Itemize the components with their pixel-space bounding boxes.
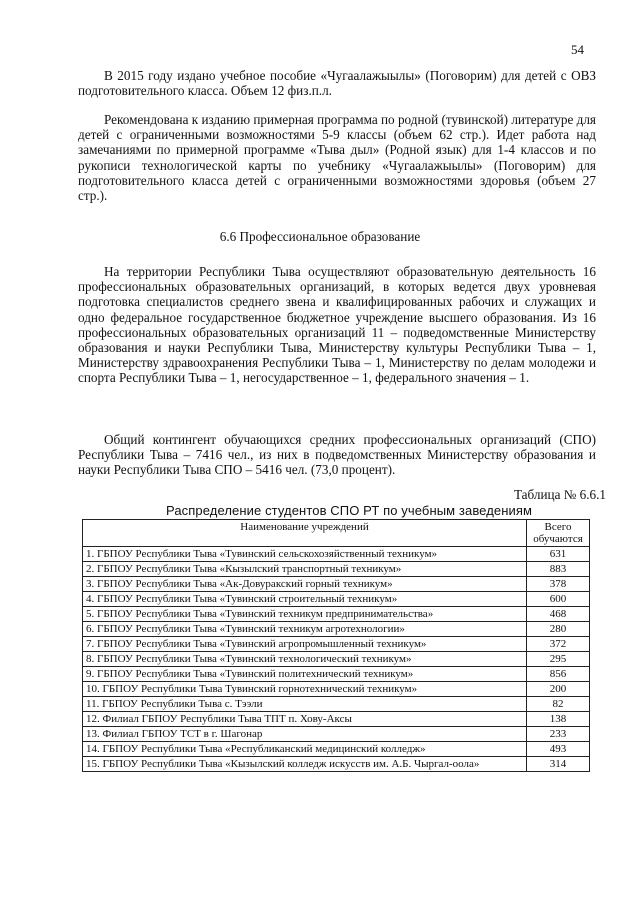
student-count: 295: [527, 652, 590, 667]
institution-name: 4. ГБПОУ Республики Тыва «Тувинский строительный техникум»: [83, 592, 527, 607]
institution-name: 14. ГБПОУ Республики Тыва «Республиканский медицинский колледж»: [83, 742, 527, 757]
table-body: [83, 547, 590, 772]
section-heading: 6.6 Профессиональное образование: [219, 229, 421, 244]
table-row: [83, 637, 590, 652]
header-count: Всего обучаются: [527, 520, 590, 547]
table-row: [83, 622, 590, 637]
table-row: [83, 727, 590, 742]
institution-name: 6. ГБПОУ Республики Тыва «Тувинский техникум агротехнологии»: [83, 622, 527, 637]
table-row: [83, 577, 590, 592]
table-row: [83, 607, 590, 622]
table-row: [83, 757, 590, 772]
institution-name: 15. ГБПОУ Республики Тыва «Кызылский колледж искусств им. А.Б. Чыргал-оола»: [83, 757, 527, 772]
paragraph-program: Рекомендована к изданию примерная программа по родной (тувинской) литературе для детей с ограниченными возможностями 5-9 классы (объем 62 стр.). Идет работа над замечаниями по примерной программе «Тыва дыл» (Родной язык) для 1-4 классов и по рукописи технологической карты по учебнику «Чугаалажыылы» (Поговорим) для подготовительного класса детей с ограниченными возможностями здоровья (объем 27 стр.).: [78, 112, 596, 204]
table-row: [83, 547, 590, 562]
institution-name: 5. ГБПОУ Республики Тыва «Тувинский техникум предпринимательства»: [83, 607, 527, 622]
student-count: 493: [527, 742, 590, 757]
table-row: [83, 652, 590, 667]
institution-name: 7. ГБПОУ Республики Тыва «Тувинский агропромышленный техникум»: [83, 637, 527, 652]
student-count: 856: [527, 667, 590, 682]
student-count: 233: [527, 727, 590, 742]
table-title: Распределение студентов СПО РТ по учебным заведениям: [166, 503, 533, 518]
institution-name: 2. ГБПОУ Республики Тыва «Кызылский транспортный техникум»: [83, 562, 527, 577]
paragraph-contingent: Общий контингент обучающихся средних профессиональных организаций (СПО) Республики Тыва – 7416 чел., из них в подведомственных Министерству образования и науки Республики Тыва СПО – 5416 чел. (73,0 процент).: [78, 432, 596, 478]
institution-name: 10. ГБПОУ Республики Тыва Тувинский горнотехнический техникум»: [83, 682, 527, 697]
student-count: 883: [527, 562, 590, 577]
student-count: 600: [527, 592, 590, 607]
student-count: 138: [527, 712, 590, 727]
student-count: 631: [527, 547, 590, 562]
table-number: Таблица № 6.6.1: [513, 487, 606, 502]
table-row: [83, 682, 590, 697]
institution-name: 3. ГБПОУ Республики Тыва «Ак-Довуракский горный техникум»: [83, 577, 527, 592]
institution-name: 11. ГБПОУ Республики Тыва с. Тээли: [83, 697, 527, 712]
student-count: 372: [527, 637, 590, 652]
institution-name: 9. ГБПОУ Республики Тыва «Тувинский политехнический техникум»: [83, 667, 527, 682]
page-number: 54: [571, 42, 584, 57]
student-count: 280: [527, 622, 590, 637]
header-name: Наименование учреждений: [83, 520, 527, 547]
table-row: [83, 697, 590, 712]
table-row: [83, 712, 590, 727]
institution-name: 13. Филиал ГБПОУ ТСТ в г. Шагонар: [83, 727, 527, 742]
student-count: 200: [527, 682, 590, 697]
table-row: [83, 667, 590, 682]
institution-name: 12. Филиал ГБПОУ Республики Тыва ТПТ п. Хову-Аксы: [83, 712, 527, 727]
student-count: 378: [527, 577, 590, 592]
table-row: [83, 742, 590, 757]
student-count: 82: [527, 697, 590, 712]
institution-name: 8. ГБПОУ Республики Тыва «Тувинский технологический техникум»: [83, 652, 527, 667]
institution-name: 1. ГБПОУ Республики Тыва «Тувинский сельскохозяйственный техникум»: [83, 547, 527, 562]
student-count: 314: [527, 757, 590, 772]
paragraph-textbook: В 2015 году издано учебное пособие «Чугаалажыылы» (Поговорим) для детей с ОВЗ подготовительного класса. Объем 12 физ.п.л.: [78, 68, 596, 99]
table-row: [83, 592, 590, 607]
table-row: [83, 562, 590, 577]
students-table: [82, 519, 590, 772]
paragraph-organizations: На территории Республики Тыва осуществляют образовательную деятельность 16 профессиональных образовательных организаций, в которых ведется двух уровневая подготовка специалистов среднего звена и квалифицированных рабочих и служащих и одно федеральное государственное бюджетное учреждение высшего образования. Из 16 профессиональных образовательных организаций 11 – подведомственные Министерству образования и науки Республики Тыва, Министерству культуры Республики Тыва – 1, Министерству здравоохранения Республики Тыва – 1, Министерству по делам молодежи и спорта Республики Тыва – 1, негосударственное – 1, федерального значения – 1.: [78, 264, 596, 386]
student-count: 468: [527, 607, 590, 622]
table-header-row: [83, 520, 590, 547]
